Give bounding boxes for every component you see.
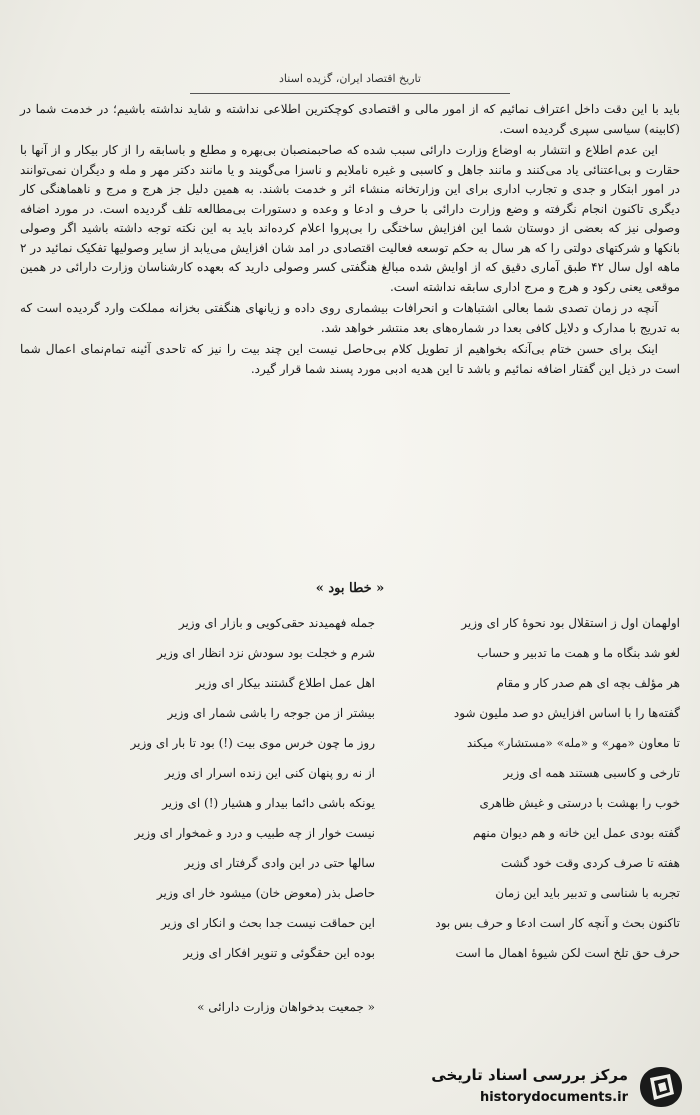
- watermark: [400, 1062, 690, 1112]
- poem-verse: تارخی و کاسبی هستند همه ای وزیر: [503, 766, 680, 780]
- poem-verse: لغو شد بنگاه ما و همت ما تدبیر و حساب: [477, 646, 680, 660]
- poem-verse: شرم و خجلت بود سودش نزد انظار ای وزیر: [156, 646, 375, 660]
- poem-signature: « جمعیت بدخواهان وزارت دارائی »: [197, 1000, 375, 1014]
- poem-verse: بیشتر از من جوجه را باشی شمار ای وزیر: [167, 706, 375, 720]
- poem-verse: حرف حق تلخ است لکن شیوهٔ اهمال ما است: [455, 946, 680, 960]
- poem-right-column: [385, 608, 680, 968]
- paragraph-1: باید با این دقت داخل اعتراف نمائیم که از امور مالی و اقتصادی کوچکترین اطلاعی نداشته و شاید نداشته باشیم؛ در خدمت شما در (کابینه) سیاسی سپری گردیده است.: [20, 102, 680, 136]
- archive-logo-icon: [636, 1064, 686, 1110]
- poem-verse: بوده این حقگوئی و تنویر افکار ای وزیر: [183, 946, 375, 960]
- poem-verse: هر مؤلف بچه ای هم صدر کار و مقام: [496, 676, 680, 690]
- poem-verse: روز ما چون خرس موی بیت (!) بود تا بار ای وزیر: [130, 736, 375, 750]
- poem-verse: یونکه باشی دائما بیدار و هشیار (!) ای وزیر: [162, 796, 375, 810]
- header-divider: [190, 93, 510, 94]
- poem-verse: اهل عمل اطلاع گشتند بیکار ای وزیر: [195, 676, 375, 690]
- poem-verse: تجربه با شناسی و تدبیر باید این زمان: [495, 886, 680, 900]
- poem-verse: حاصل بذر (معوض خان) میشود خار ای وزیر: [156, 886, 375, 900]
- poem-verse: تا معاون «مهر» و «مله» «مستشار» میکند: [466, 736, 680, 750]
- watermark-site-name: مرکز بررسی اسناد تاریخی: [431, 1066, 628, 1084]
- poem-verse: جمله فهمیدند حقی‌کویی و بازار ای وزیر: [178, 616, 375, 630]
- watermark-url: historydocuments.ir: [479, 1090, 628, 1105]
- poem-verse: این حماقت نیست جدا بحث و انکار ای وزیر: [160, 916, 375, 930]
- poem-verse: هفته تا صرف کردی وقت خود گشت: [500, 856, 680, 870]
- paragraph-4: اینک برای حسن ختام بی‌آنکه بخواهیم از تطویل کلام بی‌حاصل نیست این چند بیت را نیز که تاحدی آئینه تمام‌نمای اعمال شما است در ذیل این گفتار اضافه نمائیم و باشد تا این هدیه ادبی مورد پسند شما قرار گیرد.: [20, 342, 680, 376]
- poem-verse: از نه رو پنهان کنی این زنده اسرار ای وزیر: [164, 766, 375, 780]
- poem-left-column: [95, 608, 375, 968]
- body-text: [20, 100, 680, 381]
- poem-title: « خطا بود »: [315, 581, 385, 596]
- paragraph-3: آنچه در زمان تصدی شما بعالی اشتباهات و انحرافات بیشماری روی داده و زیانهای هنگفتی بخزانه مملکت وارد گردیده است که به تدریج با مدارک و دلایل کافی بعدا در شماره‌های بعد منتشر خواهد شد.: [20, 301, 680, 335]
- poem-verse: سالها حتی در این وادی گرفتار ای وزیر: [184, 856, 375, 870]
- running-header: تاریخ اقتصاد ایران، گزیده اسناد: [279, 72, 421, 85]
- poem-verse: گفته‌ها را با اساس افزایش دو صد ملیون شود: [453, 706, 680, 720]
- paragraph-2: این عدم اطلاع و انتشار به اوضاع وزارت دارائی سبب شده که صاحبمنصبان بی‌بهره و مطلع و باسابقه را از کار بیکار و از آنها با حقارت و بی‌اعتنائی یاد می‌کنند و مانند جاهل و کاسبی و غیره ناملایم و ناسزا می‌گویند و یا مانند دکتر مهر و مله و دیگران نمی‌توانند در امور ابتکار و جدی و تجارب اداری برای این وزارتخانه منشاء اثر و خدمت باشند. به همین دلیل جز هرج و مرج و ناهماهنگی کار دیگری تاکنون انجام نگرفته و وضع وزارت دارائی با حرف و ادعا و وعده و دستورات بی‌مطالعه تلف گردیده است. در مورد اضافه وصولی نیز که بعضی از دوستان شما این افزایش ساختگی را بی‌پروا اعلام کرده‌اند باید به این نکته توجه داشته باشید اگر وصولی بانکها و شرکتهای دولتی را که هر سال به حکم توسعه فعالیت اقتصادی در امد شان افزایش می‌یابد از سایر وصولیها تفکیک نمائید در ۲ ماهه اول سال ۴۲ طبق آماری دقیق که از اوایش شده مبالغ هنگفتی کسر وصولی دارید که بعهده کارشناسان وزارت دارائی در همین موقعی یعنی رکود و هرج و مرج اداری سابقه نداشته است.: [20, 143, 680, 294]
- poem-verse: تاکنون بحث و آنچه کار است ادعا و حرف بس بود: [435, 916, 680, 930]
- poem-verse: نیست خوار از چه طبیب و درد و غمخوار ای وزیر: [134, 826, 375, 840]
- poem-verse: خوب را بهشت با درستی و غیش ظاهری: [479, 796, 680, 810]
- poem-verse: گفته بودی عمل این خانه و هم دیوان منهم: [472, 826, 680, 840]
- poem-verse: اولهمان اول ز استقلال بود نحوهٔ کار ای وزیر: [461, 616, 680, 630]
